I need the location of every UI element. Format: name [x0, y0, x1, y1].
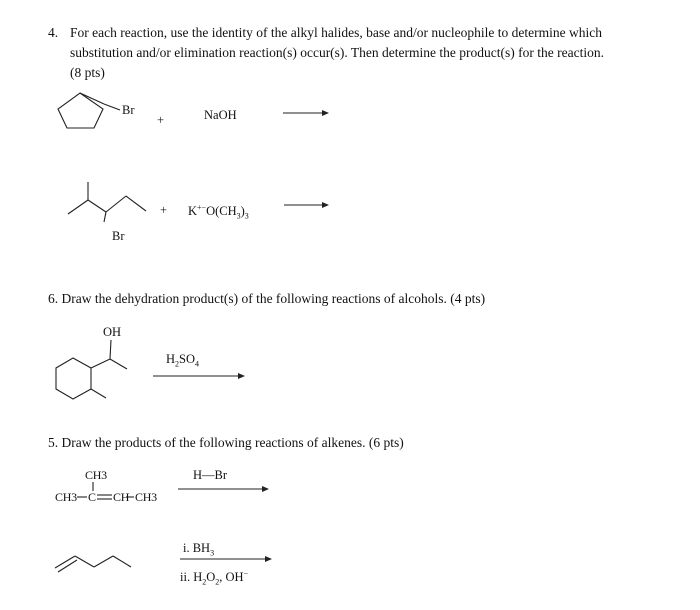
c2-c3-bond: [75, 556, 94, 567]
rxn1-reagent: NaOH: [204, 108, 237, 122]
step2-charge: −: [243, 569, 249, 578]
q6-oh-label: OH: [103, 325, 122, 339]
step1-prefix: i. BH: [183, 541, 211, 555]
step1-sub: 3: [210, 548, 215, 558]
reagent-charges: +−: [197, 203, 207, 212]
q5-rxn1-ch3-d: CH3: [135, 490, 157, 504]
step2-mid: O: [206, 570, 216, 585]
alkene-bond-1: [55, 556, 75, 568]
q6-text: 6. Draw the dehydration product(s) of the following reactions of alcohols. (4 pts): [48, 291, 486, 306]
q5-rxn1-ch3-a: CH3: [55, 490, 77, 504]
q5-rxn1-reagent: H—Br: [193, 468, 228, 482]
q5-rxn2-step1: [183, 541, 214, 561]
q4-text-line1: For each reaction, use the identity of the alkyl halides, base and/or nucleophile to determine which: [70, 25, 602, 40]
q5-rxn1-ch3-top: CH3: [85, 468, 107, 482]
reagent-h-sub: 2: [175, 359, 180, 369]
reagent-h: H: [166, 352, 176, 366]
q4-number: 4.: [48, 25, 59, 40]
rxn2-br-label: Br: [112, 229, 125, 243]
q5-rxn2-arrow-head: [265, 556, 272, 562]
reagent-k: K: [188, 204, 198, 219]
reagent-sub: 3: [236, 211, 241, 221]
step2-prefix: ii. H: [180, 570, 203, 585]
c4-c5-bond: [113, 556, 131, 567]
reagent-so-sub: 4: [195, 359, 200, 369]
q4-text-line2: substitution and/or elimination reaction(s) occur(s). Then determine the product(s) for the reaction.: [70, 45, 604, 60]
alkene-bond-2: [58, 560, 77, 572]
rxn2-plus: +: [160, 203, 168, 217]
step2-sub1: 2: [202, 577, 207, 587]
c3-c4-bond: [94, 556, 113, 567]
reagent-o: O(CH: [206, 204, 237, 219]
step2-sub2: 2: [215, 577, 220, 587]
reagent-sub2: 3: [244, 211, 249, 221]
step2-suffix: , OH: [219, 570, 244, 585]
reagent-close: ): [240, 204, 245, 219]
q5-rxn2-step2: [180, 567, 248, 590]
rxn1-br-label: Br: [122, 103, 135, 117]
q5-rxn1-ch: CH: [113, 490, 130, 504]
rxn1-plus: +: [157, 113, 165, 127]
q5-text: 5. Draw the products of the following reactions of alkenes. (6 pts): [48, 435, 404, 450]
q5-rxn1-c: C: [88, 490, 96, 504]
q4-points: (8 pts): [70, 65, 105, 80]
reagent-so: SO: [179, 352, 196, 366]
